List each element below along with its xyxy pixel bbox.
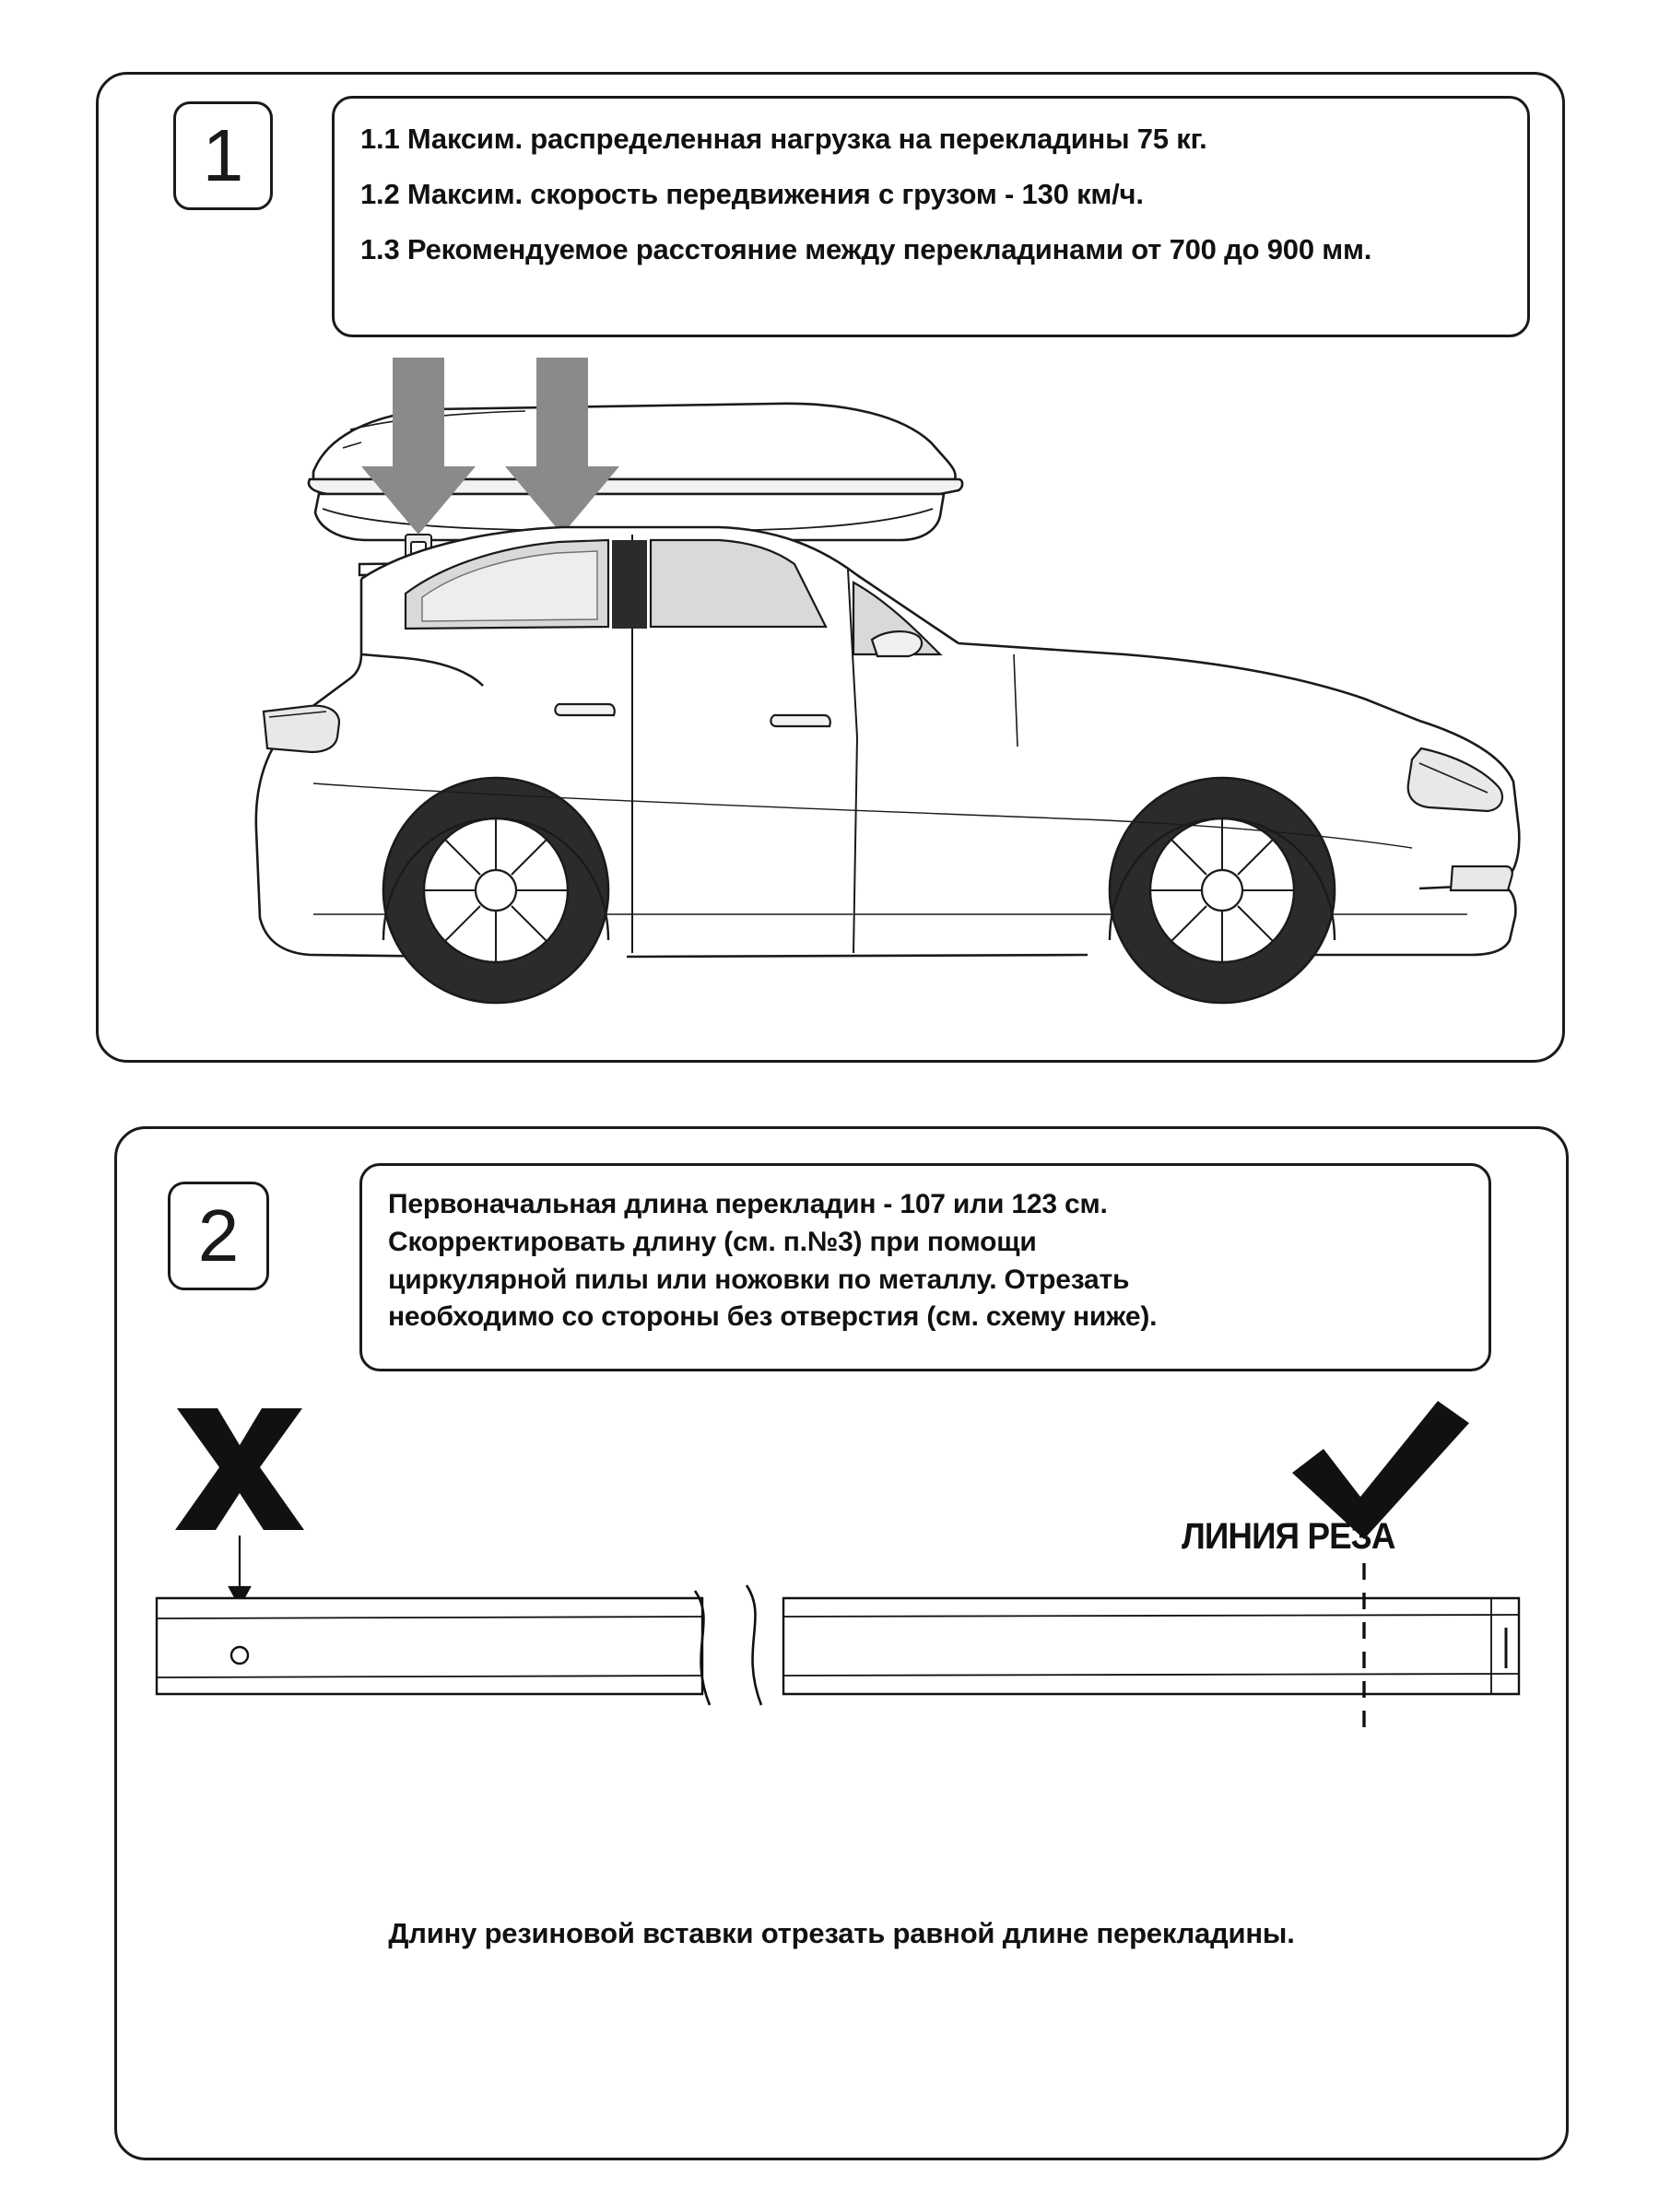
step-1-number: 1: [202, 114, 244, 196]
step-2-line-1: Первоначальная длина перекладин - 107 или 123 см.: [388, 1189, 1108, 1219]
car-with-roof-box-illustration: [129, 350, 1530, 1051]
step-1-text-bubble: [332, 96, 1530, 337]
crossbar-cut-diagram: [138, 1401, 1548, 1917]
step-2-text-bubble: [359, 1163, 1491, 1371]
step-2-number-badge: [168, 1182, 269, 1290]
car-windows: [406, 540, 940, 654]
cross-mark-icon: [175, 1408, 304, 1530]
step-1-number-badge: [173, 101, 273, 210]
mounting-hole-icon: [231, 1647, 248, 1664]
break-symbol-icon: [695, 1585, 761, 1705]
cut-line-label: ЛИНИЯ РЕЗА: [1182, 1516, 1395, 1557]
crossbar-profile: [157, 1598, 1519, 1694]
step-1-line-3: 1.3 Рекомендуемое расстояние между перекладинами от 700 до 900 мм.: [360, 233, 1372, 266]
pointer-arrow-icon: [229, 1535, 250, 1606]
step-2-line-3: циркулярной пилы или ножовки по металлу. Отрезать: [388, 1264, 1130, 1295]
step-2-number: 2: [197, 1194, 240, 1277]
step-2-line-4: необходимо со стороны без отверстия (см. схему ниже).: [388, 1301, 1158, 1333]
car-wheels: [383, 778, 1335, 1003]
footer-caption: Длину резиновой вставки отрезать равной длине перекладины.: [388, 1917, 1295, 1949]
step-2-line-2: Скорректировать длину (см. п.№3) при помощи: [388, 1226, 1037, 1257]
step-1-line-1: 1.1 Максим. распределенная нагрузка на перекладины 75 кг.: [360, 123, 1207, 155]
step-1-line-2: 1.2 Максим. скорость передвижения с грузом - 130 км/ч.: [360, 178, 1144, 211]
